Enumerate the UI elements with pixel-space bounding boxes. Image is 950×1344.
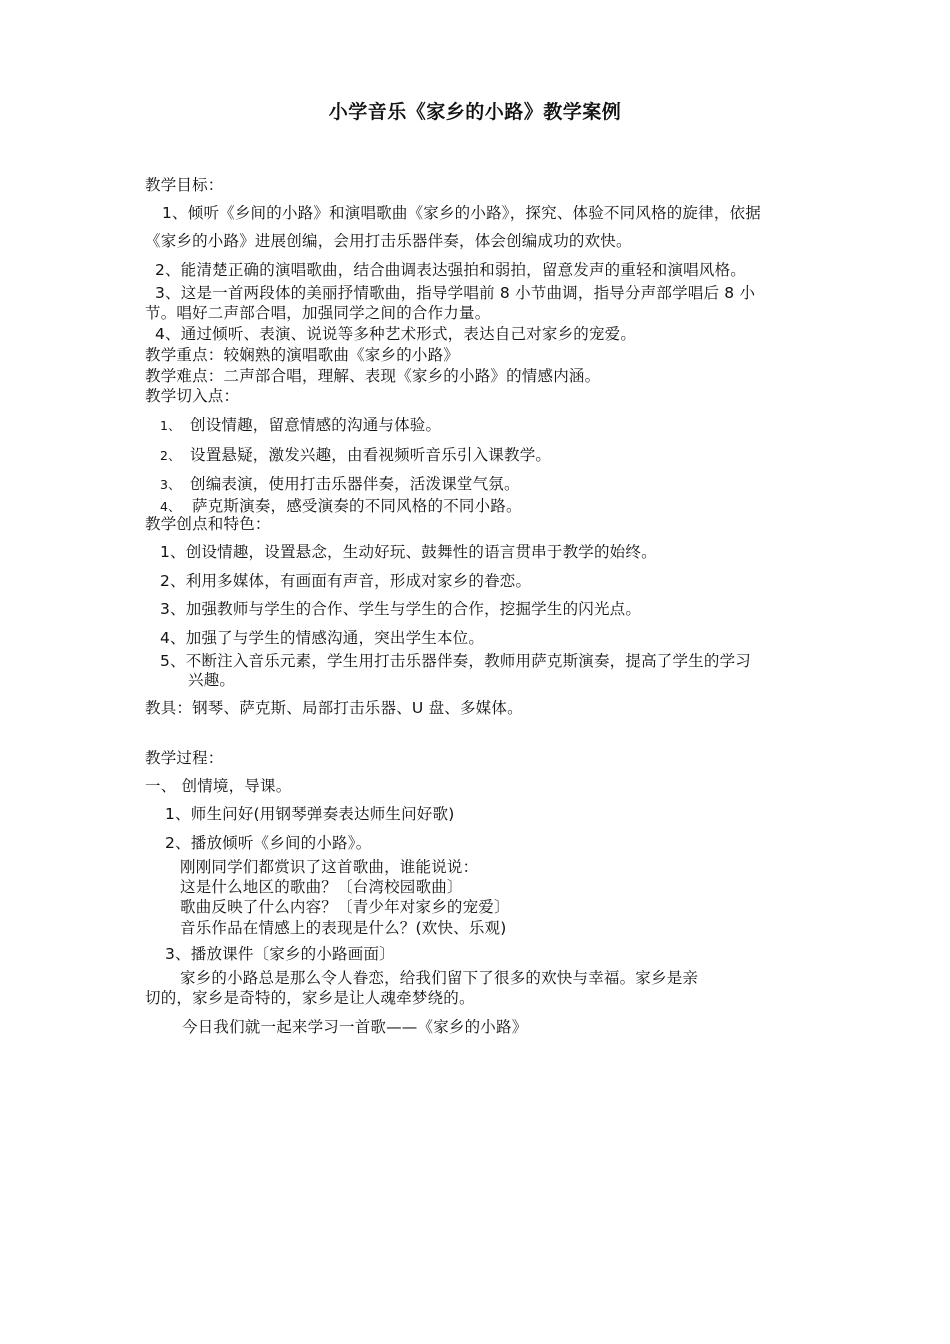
entry-text: 萨克斯演奏，感受演奏的不同风格的不同小路。 [192, 497, 522, 515]
feature-line: 1、创设情趣，设置悬念，生动好玩、鼓舞性的语言贯串于教学的始终。 [160, 543, 657, 561]
process-text: 刚刚同学们都赏识了这首歌曲，谁能说说： [180, 858, 479, 876]
entry-number: 2、 [160, 448, 181, 463]
process-text: 音乐作品在情感上的表现是什么？(欢快、乐观) [180, 919, 507, 937]
entry-text: 设置悬疑，激发兴趣，由看视频听音乐引入课教学。 [190, 446, 552, 464]
process-step: 3、播放课件〔家乡的小路画面〕 [165, 945, 395, 963]
features-heading: 教学创点和特色： [145, 515, 271, 533]
process-heading: 教学过程： [145, 749, 224, 767]
objective-line: 1、倾听《乡间的小路》和演唱歌曲《家乡的小路》，探究、体验不同风格的旋律，依据 [162, 204, 761, 222]
objective-line: 《家乡的小路》进展创编，会用打击乐器伴奏，体会创编成功的欢快。 [145, 232, 632, 250]
objectives-heading: 教学目标： [145, 176, 224, 194]
entry-number: 1、 [160, 418, 181, 433]
key-point: 教学重点：较娴熟的演唱歌曲《家乡的小路》 [145, 346, 460, 364]
process-section: 一、 创情境，导课。 [145, 777, 292, 795]
objective-line: 节。唱好二声部合唱，加强同学之间的合作力量。 [145, 304, 491, 322]
feature-line: 3、加强教师与学生的合作、学生与学生的合作，挖掘学生的闪光点。 [160, 600, 642, 618]
tools-line: 教具：钢琴、萨克斯、局部打击乐器、U 盘、多媒体。 [145, 699, 523, 717]
document-title: 小学音乐《家乡的小路》教学案例 [328, 101, 622, 123]
entry-number: 4、 [160, 499, 181, 514]
process-step: 1、师生问好(用钢琴弹奏表达师生问好歌) [165, 805, 455, 823]
process-text: 家乡的小路总是那么令人眷恋，给我们留下了很多的欢快与幸福。家乡是亲 [180, 969, 699, 987]
objective-line: 2、能清楚正确的演唱歌曲，结合曲调表达强拍和弱拍，留意发声的重轻和演唱风格。 [155, 261, 746, 279]
process-text: 今日我们就一起来学习一首歌——《家乡的小路》 [182, 1018, 528, 1036]
feature-line: 2、利用多媒体，有画面有声音，形成对家乡的眷恋。 [160, 572, 532, 590]
objective-line: 3、这是一首两段体的美丽抒情歌曲，指导学唱前 8 小节曲调，指导分声部学唱后 8 小 [155, 284, 756, 302]
process-text: 歌曲反映了什么内容？〔青少年对家乡的宠爱〕 [180, 898, 510, 916]
entry-number: 3、 [160, 477, 181, 492]
entry-text: 创设情趣，留意情感的沟通与体验。 [190, 416, 442, 434]
feature-line: 4、加强了与学生的情感沟通，突出学生本位。 [160, 629, 485, 647]
entry-text: 创编表演，使用打击乐器伴奏，活泼课堂气氛。 [190, 475, 520, 493]
objective-line: 4、通过倾听、表演、说说等多种艺术形式，表达自己对家乡的宠爱。 [155, 325, 637, 343]
process-text: 切的，家乡是奇特的，家乡是让人魂牵梦绕的。 [145, 989, 475, 1007]
process-text: 这是什么地区的歌曲？〔台湾校园歌曲〕 [180, 878, 463, 896]
process-step: 2、播放倾听《乡间的小路》。 [165, 834, 372, 852]
feature-line: 兴趣。 [188, 671, 236, 689]
entry-heading: 教学切入点： [145, 387, 240, 405]
feature-line: 5、不断注入音乐元素，学生用打击乐器伴奏，教师用萨克斯演奏，提高了学生的学习 [160, 652, 751, 670]
difficulty: 教学难点：二声部合唱，理解、表现《家乡的小路》的情感内涵。 [145, 367, 601, 385]
